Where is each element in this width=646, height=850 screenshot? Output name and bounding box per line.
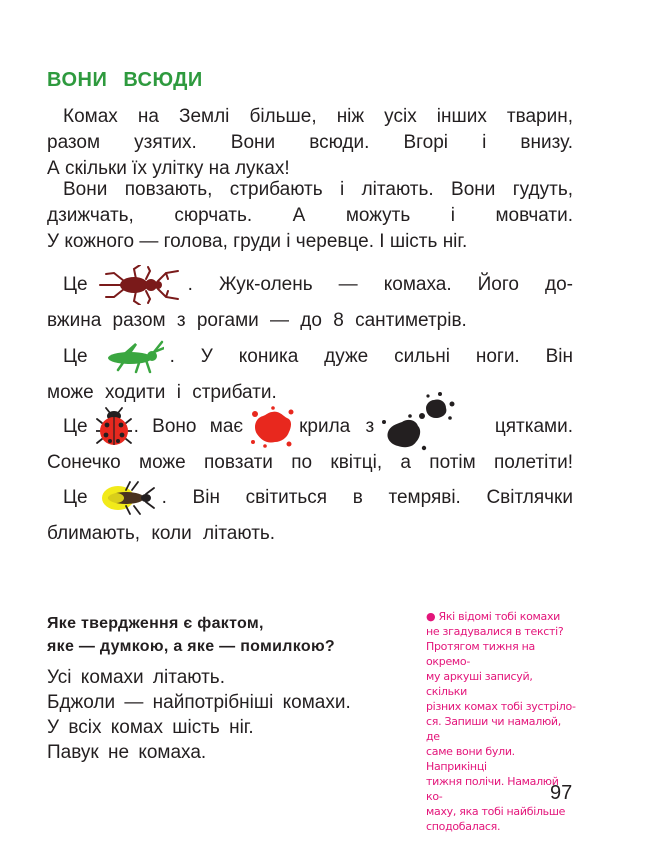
text-segment: . Він світиться в темряві. Світлячки — [161, 487, 573, 508]
paragraph-line: У кожного — голова, груди і черевце. І шість ніг. — [47, 231, 468, 252]
statement: Усі комахи літають. — [47, 667, 225, 688]
beetle-text-rest — [188, 274, 573, 296]
paragraph-line: дзижчать, сюрчать. А можуть і мовчати. — [47, 205, 573, 226]
question-line: яке — думкою, а яке — помилкою? — [47, 638, 335, 655]
firefly-text-rest — [162, 487, 573, 509]
red-blot-icon — [249, 406, 295, 448]
text-segment: . У коника дуже сильні ноги. Він — [169, 346, 573, 367]
paragraph-line: А скільки їх улітку на луках! — [47, 158, 290, 179]
black-blot-icon — [382, 392, 458, 452]
text-segment: . Жук-олень — комаха. Його до- — [187, 274, 573, 295]
ladybug-text-end — [464, 416, 573, 438]
sidebar-line: різних комах тобі зустріло- — [426, 700, 576, 713]
sidebar-line: ся. Запиши чи намалюй, де — [426, 715, 561, 743]
prefix: Це — [63, 274, 88, 295]
ladybug-text-2: крила з — [299, 416, 375, 437]
sidebar-line: Протягом тижня на окремо- — [426, 640, 535, 668]
paragraph-line: Вони повзають, стрибають і літають. Вони гудуть, — [63, 179, 573, 200]
grasshopper-line — [63, 337, 573, 377]
question-line: Яке твердження є фактом, — [47, 615, 264, 632]
paragraph-line: Сонечко може повзати по квітці, а потім полетіти! — [47, 452, 573, 473]
grasshopper-icon — [100, 340, 164, 374]
stag-beetle-icon — [96, 265, 182, 305]
statement: У всіх комах шість ніг. — [47, 717, 254, 738]
ladybug-line — [63, 407, 573, 447]
sidebar-line: маху, яка тобі найбільше — [426, 805, 566, 818]
grasshopper-text-rest — [170, 346, 573, 368]
sidebar-line: му аркуші записуй, скільки — [426, 670, 533, 698]
firefly-line — [63, 478, 573, 518]
firefly-icon — [96, 480, 156, 516]
page-title: ВОНИ ВСЮДИ — [47, 69, 203, 91]
paragraph-line: разом узятих. Вони всюди. Вгорі і внизу. — [47, 132, 573, 153]
sidebar-line: саме вони були. Наприкінці — [426, 745, 515, 773]
prefix: Це — [63, 346, 88, 367]
text-segment: цятками. — [494, 416, 573, 437]
paragraph-line: вжина разом з рогами — до 8 сантиметрів. — [47, 310, 467, 331]
sidebar-line: сподобалася. — [426, 820, 501, 833]
paragraph-line: Комах на Землі більше, ніж усіх інших тварин, — [63, 106, 573, 127]
page-number: 97 — [550, 782, 573, 804]
paragraph-line: може ходити і стрибати. — [47, 382, 277, 403]
stag-beetle-line — [63, 265, 573, 305]
sidebar-line: тижня полічи. Намалюй ко- — [426, 775, 559, 803]
ladybug-text-1: . Воно має — [133, 416, 244, 437]
prefix: Це — [63, 416, 88, 437]
ladybug-icon — [96, 407, 132, 447]
paragraph-line: блимають, коли літають. — [47, 523, 276, 544]
statement: Павук не комаха. — [47, 742, 207, 763]
sidebar-line: не згадувалися в тексті? — [426, 625, 564, 638]
sidebar-line: ● Які відомі тобі комахи — [426, 610, 561, 623]
prefix: Це — [63, 487, 88, 508]
statement: Бджоли — найпотрібніші комахи. — [47, 692, 351, 713]
